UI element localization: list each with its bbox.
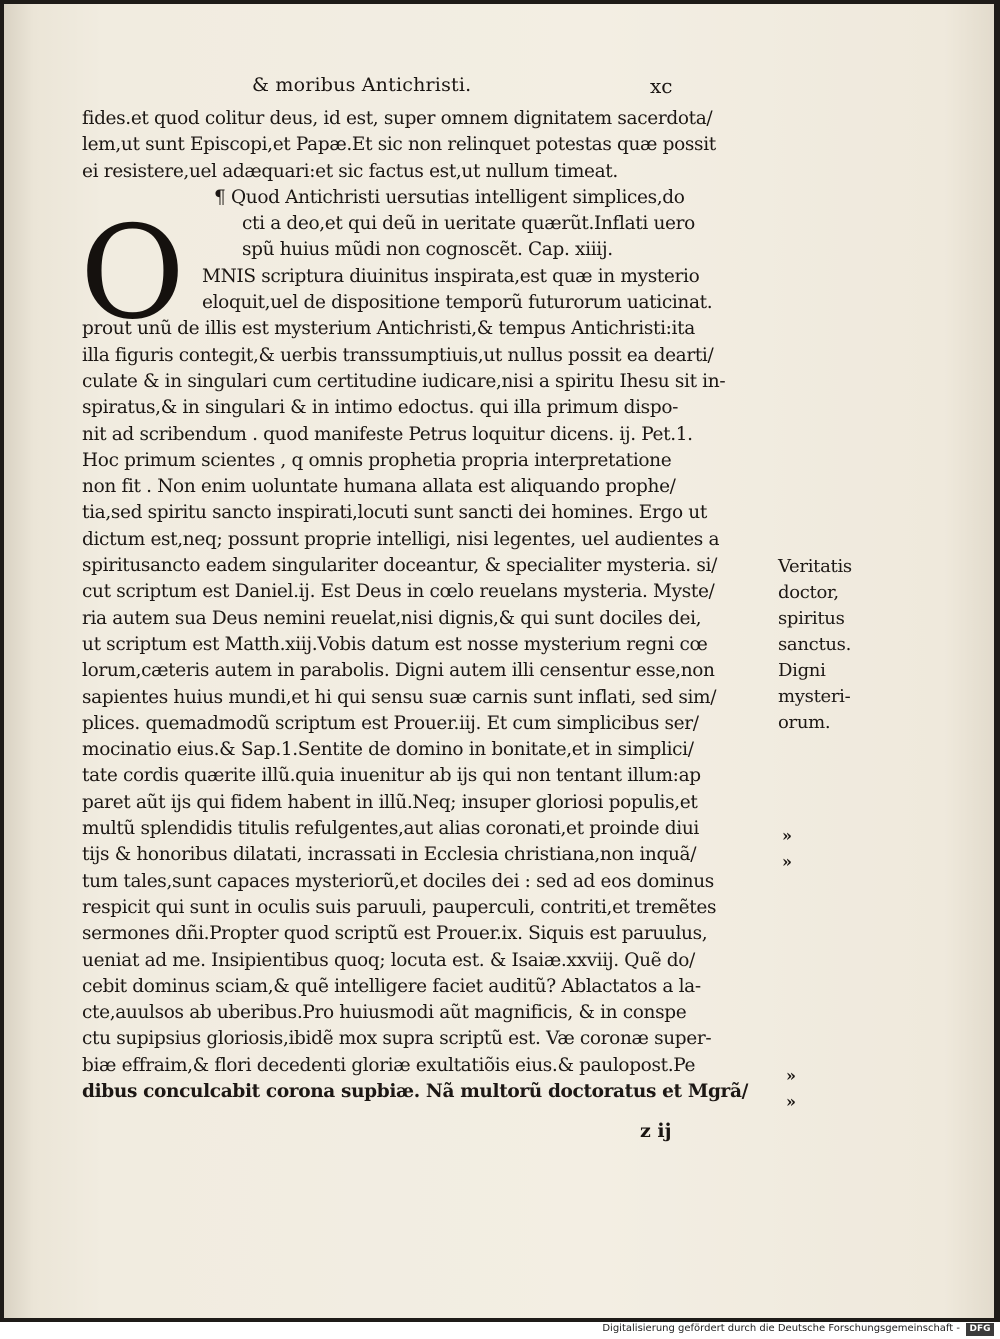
text-line: paret aũt ijs qui fidem habent in illũ.Neq; insuper gloriosi populis,et [82, 791, 698, 813]
marginal-line: orum. [778, 712, 831, 733]
marginal-line: spiritus [778, 608, 845, 629]
text-line: ut scriptum est Matth.xiij.Vobis datum est nosse mysterium regni cœ [82, 633, 708, 655]
text-line: ria autem sua Deus nemini reuelat,nisi dignis,& qui sunt dociles dei, [82, 607, 702, 629]
quotation-mark: » [786, 1092, 796, 1111]
signature-mark: z ij [640, 1120, 672, 1142]
text-line: plices. quemadmodũ scriptum est Prouer.iij. Et cum simplicibus ser/ [82, 712, 699, 734]
quotation-mark: » [782, 826, 792, 845]
text-line: illa figuris contegit,& uerbis transsumptiuis,ut nullus possit ea dearti/ [82, 344, 714, 366]
text-line: MNIS scriptura diuinitus inspirata,est quæ in mysterio [202, 265, 700, 287]
text-line: culate & in singulari cum certitudine iudicare,nisi a spiritu Ihesu sit in- [82, 370, 726, 392]
text-line: tijs & honoribus dilatati, incrassati in Ecclesia christiana,non inquã/ [82, 844, 697, 866]
text-line: sermones dñi.Propter quod scriptũ est Prouer.ix. Siquis est paruulus, [82, 923, 708, 945]
text-line: cut scriptum est Daniel.ij. Est Deus in cœlo reuelans mysteria. Myste/ [82, 581, 715, 603]
text-line: cebit dominus sciam,& quẽ intelligere faciet auditũ? Ablactatos a la- [82, 975, 701, 997]
text-line: dibus conculcabit corona supbiæ. Nã multorũ doctoratus et Mgrã/ [82, 1080, 748, 1102]
text-line: sapientes huius mundi,et hi qui sensu suæ carnis sunt inflati, sed sim/ [82, 686, 717, 708]
text-line: biæ effraim,& flori decedenti gloriæ exultatiõis eius.& paulopost.Pe [82, 1054, 696, 1076]
text-line: tate cordis quærite illũ.quia inuenitur ab ijs qui non tentant illum:ap [82, 765, 701, 787]
text-line: tia,sed spiritu sancto inspirati,locuti sunt sancti dei homines. Ergo ut [82, 502, 707, 524]
marginal-line: sanctus. [778, 634, 852, 655]
text-line: fides.et quod colitur deus, id est, super omnem dignitatem sacerdota/ [82, 108, 713, 129]
text-line: spiritusancto eadem singulariter doceantur, & specialiter mysteria. si/ [82, 555, 717, 577]
text-line: lorum,cæteris autem in parabolis. Digni autem illi censentur esse,non [82, 660, 715, 682]
text-line: spiratus,& in singulari & in intimo edoctus. qui illa primum dispo- [82, 397, 679, 419]
chapter-heading-line: spũ huius mũdi non cognoscẽt. Cap. xiiij. [242, 239, 613, 261]
text-line: non fit . Non enim uoluntate humana allata est aliquando prophe/ [82, 476, 676, 498]
text-line: ei resistere,uel adæquari:et sic factus est,ut nullum timeat. [82, 160, 618, 182]
decorated-initial: O [80, 199, 185, 348]
text-line: tum tales,sunt capaces mysteriorũ,et dociles dei : sed ad eos dominus [82, 870, 714, 892]
text-line: respicit qui sunt in oculis suis paruuli, pauperculi, contriti,et tremẽtes [82, 896, 717, 918]
marginal-note [778, 554, 888, 736]
marginal-line: doctor, [778, 582, 839, 603]
quotation-mark: » [786, 1066, 796, 1085]
text-line: prout unũ de illis est mysterium Antichristi,& tempus Antichristi:ita [82, 318, 695, 340]
text-line: multũ splendidis titulis refulgentes,aut alias coronati,et proinde diui [82, 818, 699, 840]
text-line: lem,ut sunt Episcopi,et Papæ.Et sic non relinquet potestas quæ possit [82, 134, 716, 156]
text-line: ueniat ad me. Insipientibus quoq; locuta est. & Isaiæ.xxviij. Quẽ do/ [82, 949, 695, 971]
footer-credit: Digitalisierung gefördert durch die Deutsche Forschungsgemeinschaft - [602, 1323, 960, 1334]
text-line: cte,auulsos ab uberibus.Pro huiusmodi aũt magnificis, & in conspe [82, 1002, 687, 1024]
chapter-heading-line: ¶ Quod Antichristi uersutias intelligent simplices,do [214, 186, 685, 208]
body-text [82, 106, 772, 1105]
text-line: Hoc primum scientes , q omnis prophetia propria interpretatione [82, 449, 672, 471]
text-line: eloquit,uel de dispositione temporũ futurorum uaticinat. [202, 292, 713, 314]
marginal-line: Veritatis [778, 556, 852, 577]
folio-number: xc [650, 74, 673, 98]
dfg-logo: DFG [966, 1323, 994, 1336]
running-head: & moribus Antichristi. [252, 74, 472, 96]
text-line: dictum est,neq; possunt proprie intelligi, nisi legentes, uel audientes a [82, 528, 720, 550]
text-line: nit ad scribendum . quod manifeste Petrus loquitur dicens. ij. Pet.1. [82, 423, 693, 445]
marginal-line: mysteri- [778, 686, 851, 707]
quotation-mark: » [782, 852, 792, 871]
text-line: ctu supipsius gloriosis,ibidẽ mox supra scriptũ est. Væ coronæ super- [82, 1028, 712, 1050]
text-line: mocinatio eius.& Sap.1.Sentite de domino in bonitate,et in simplici/ [82, 739, 694, 761]
marginal-line: Digni [778, 660, 826, 681]
chapter-heading-line: cti a deo,et qui deũ in ueritate quærũt.Inflati uero [242, 213, 695, 235]
